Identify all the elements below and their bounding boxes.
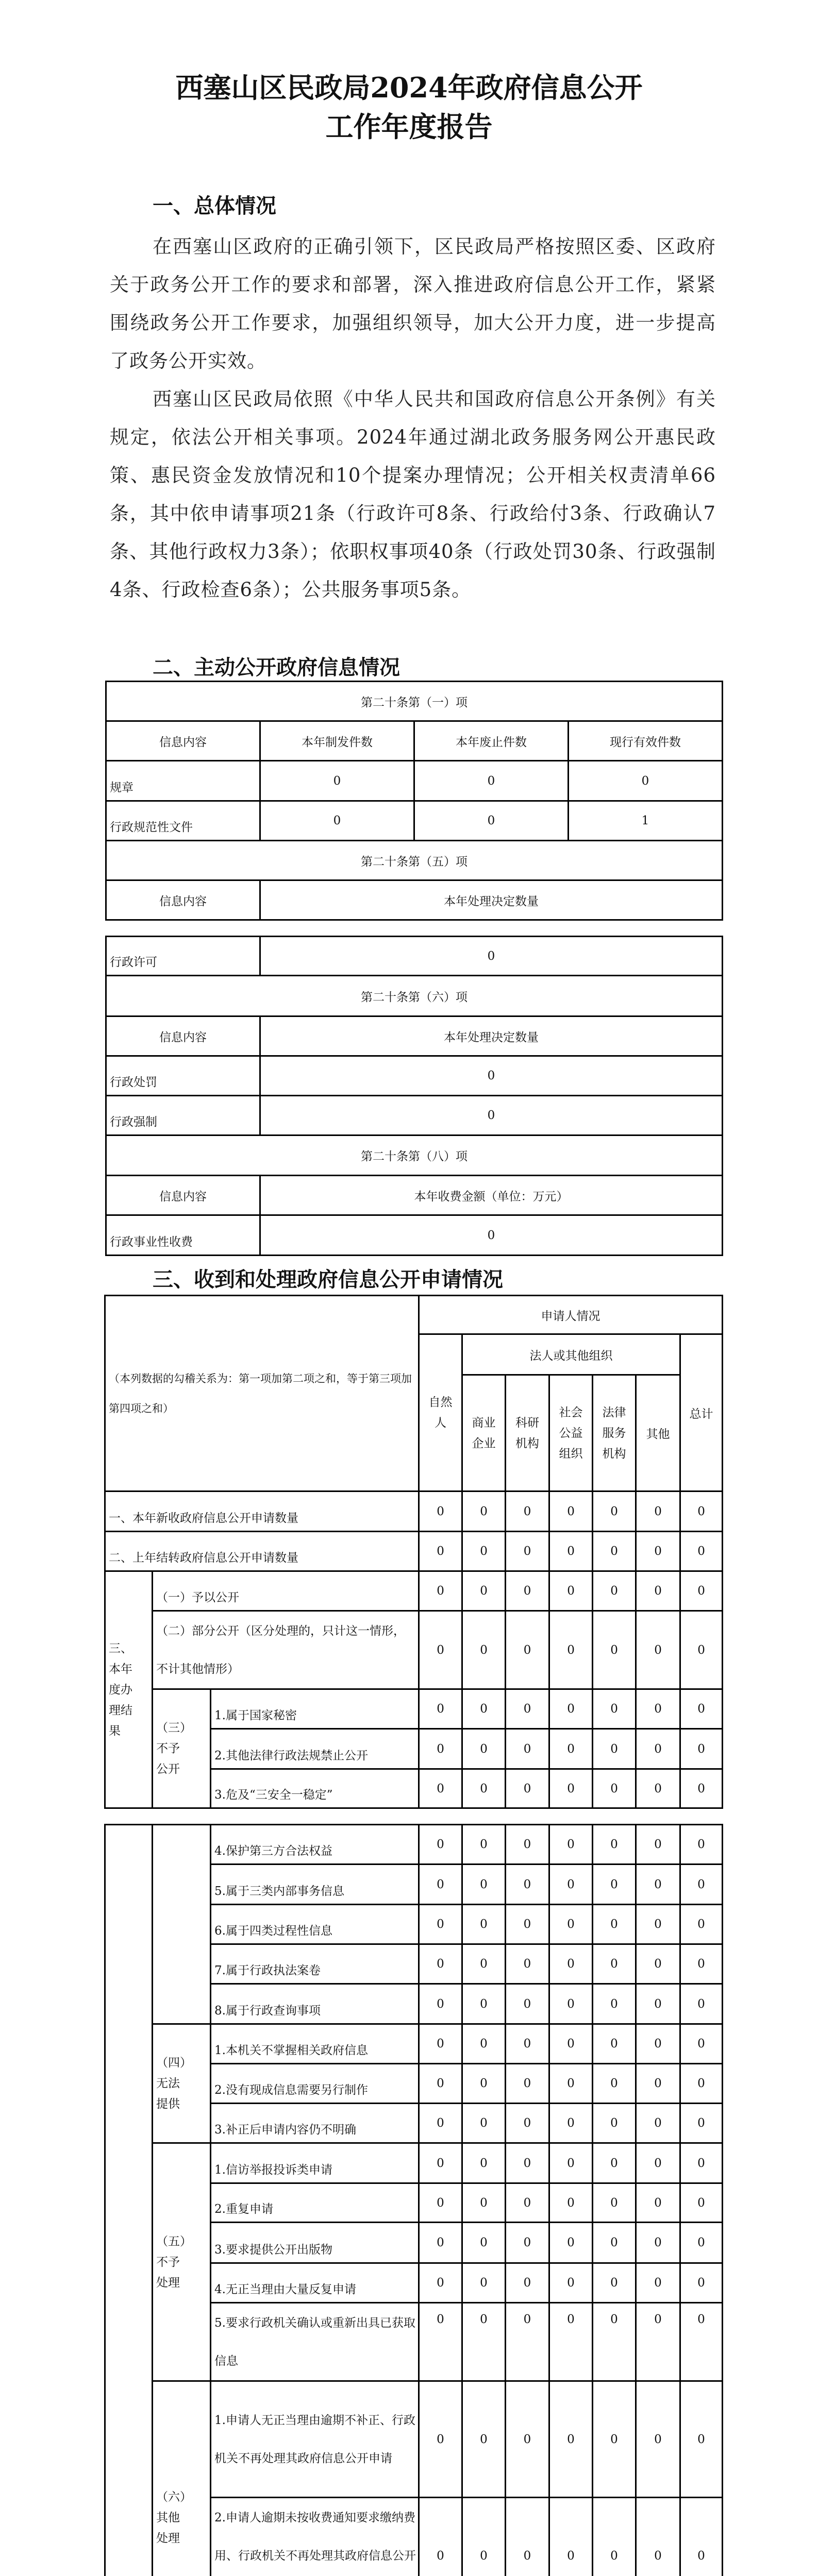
document-title-line2: 工作年度报告 xyxy=(325,110,493,143)
header-decisions: 本年处理决定数量 xyxy=(260,1016,723,1056)
cell-value: 0 xyxy=(462,2104,506,2143)
cell-total: 0 xyxy=(680,1729,723,1769)
cell-total: 0 xyxy=(680,2183,723,2223)
cell-value: 0 xyxy=(462,1825,506,1865)
header-info-content: 信息内容 xyxy=(106,880,260,920)
cell-value: 0 xyxy=(462,2303,506,2381)
section-heading-proactive: 二、主动公开政府信息情况 xyxy=(153,656,400,680)
cell-value: 0 xyxy=(636,1532,680,1571)
cell-value: 0 xyxy=(506,2064,549,2104)
cell-total: 0 xyxy=(680,1944,723,1984)
cell-total: 0 xyxy=(680,1532,723,1571)
cell-value: 0 xyxy=(506,1571,549,1611)
cell-value: 1 xyxy=(569,801,723,841)
cell-value: 0 xyxy=(549,2223,593,2263)
cell-value: 0 xyxy=(506,1865,549,1905)
cell-value: 0 xyxy=(549,1571,593,1611)
cell-value: 0 xyxy=(549,2143,593,2183)
cell-value: 0 xyxy=(506,2223,549,2263)
cell-value: 0 xyxy=(593,2303,636,2381)
cell-value: 0 xyxy=(462,2064,506,2104)
document-title-line1: 西塞山区民政局2024年政府信息公开 xyxy=(175,71,643,104)
cell-total: 0 xyxy=(680,1984,723,2024)
cell-value: 0 xyxy=(549,2303,593,2381)
group-label-unable xyxy=(153,2024,211,2143)
cell-value: 0 xyxy=(462,1865,506,1905)
org-type-label: 商业企业 xyxy=(472,1416,496,1450)
unable-group-label: （四）无法提供 xyxy=(156,2056,186,2111)
cell-value: 0 xyxy=(419,1984,462,2024)
cell-value: 0 xyxy=(549,1532,593,1571)
cell-value: 0 xyxy=(506,1729,549,1769)
cell-value: 0 xyxy=(636,1689,680,1729)
cell-total: 0 xyxy=(680,1611,723,1689)
table-row xyxy=(106,1056,723,1096)
cell-value: 0 xyxy=(419,1905,462,1944)
table-row xyxy=(106,761,723,801)
proactive-disclosure-table-a xyxy=(105,681,723,921)
cell-value: 0 xyxy=(569,761,723,801)
cell-value: 0 xyxy=(593,1825,636,1865)
cell-value: 0 xyxy=(549,1689,593,1729)
cell-value: 0 xyxy=(549,2104,593,2143)
cell-value: 0 xyxy=(462,1729,506,1769)
row-label: （二）部分公开（区分处理的，只计这一情形，不计其他情形） xyxy=(153,1611,419,1689)
table-row xyxy=(105,2143,723,2183)
cell-value: 0 xyxy=(636,2143,680,2183)
cell-total: 0 xyxy=(680,1571,723,1611)
table-row xyxy=(106,1096,723,1136)
cell-value: 0 xyxy=(593,2104,636,2143)
table-row xyxy=(105,1825,723,1865)
cell-value: 0 xyxy=(506,1611,549,1689)
cell-value: 0 xyxy=(506,2303,549,2381)
cell-value: 0 xyxy=(636,1571,680,1611)
cell-value: 0 xyxy=(636,2303,680,2381)
cell-value: 0 xyxy=(549,1905,593,1944)
cell-value: 0 xyxy=(593,1769,636,1808)
cell-value: 0 xyxy=(462,2024,506,2064)
not-handled-group-label: （五）不予处理 xyxy=(156,2234,186,2290)
row-label: 7.属于行政执法案卷 xyxy=(211,1944,419,1984)
cell-value: 0 xyxy=(506,1984,549,2024)
consistency-note: （本列数据的勾稽关系为：第一项加第二项之和，等于第三项加第四项之和） xyxy=(109,1372,412,1415)
cell-total: 0 xyxy=(680,1865,723,1905)
cell-value: 0 xyxy=(636,1611,680,1689)
cell-value: 0 xyxy=(549,1492,593,1532)
results-group-label: 三、本年度办理结果 xyxy=(109,1641,132,1738)
cell-total: 0 xyxy=(680,1492,723,1532)
cell-total: 0 xyxy=(680,1689,723,1729)
overview-paragraph-1: 在西塞山区政府的正确引领下，区民政局严格按照区委、区政府关于政务公开工作的要求和部署，深入推进政府信息公开工作，紧紧围绕政务公开工作要求，加强组织领导，加大公开力度，进一步提高了政务公开实效。 xyxy=(110,235,716,372)
cell-value: 0 xyxy=(549,1769,593,1808)
cell-value: 0 xyxy=(593,1492,636,1532)
cell-value: 0 xyxy=(419,1492,462,1532)
cell-value: 0 xyxy=(636,1984,680,2024)
row-label: 5.属于三类内部事务信息 xyxy=(211,1865,419,1905)
cell-value: 0 xyxy=(414,801,569,841)
row-label: 3.补正后申请内容仍不明确 xyxy=(211,2104,419,2143)
row-label: 3.危及“三安全一稳定” xyxy=(211,1769,419,1808)
cell-value: 0 xyxy=(419,2104,462,2143)
cell-value: 0 xyxy=(549,1865,593,1905)
cell-value: 0 xyxy=(549,1729,593,1769)
cell-value: 0 xyxy=(419,1611,462,1689)
header-applicant: 申请人情况 xyxy=(419,1296,723,1334)
header-info-content: 信息内容 xyxy=(106,721,260,761)
section-heading-overview: 一、总体情况 xyxy=(153,194,276,218)
not-open-group-continued xyxy=(153,1825,211,2024)
cell-value: 0 xyxy=(636,2223,680,2263)
cell-value: 0 xyxy=(593,1865,636,1905)
cell-value: 0 xyxy=(419,2303,462,2381)
cell-total: 0 xyxy=(680,2303,723,2381)
cell-value: 0 xyxy=(462,1944,506,1984)
cell-value: 0 xyxy=(462,2381,506,2498)
header-other: 其他 xyxy=(636,1375,680,1492)
cell-value: 0 xyxy=(462,2223,506,2263)
cell-value: 0 xyxy=(419,2143,462,2183)
cell-value: 0 xyxy=(462,2263,506,2303)
cell-value: 0 xyxy=(462,1984,506,2024)
row-label: 行政规范性文件 xyxy=(106,801,260,841)
cell-value: 0 xyxy=(593,2498,636,2576)
cell-value: 0 xyxy=(593,1905,636,1944)
cell-value: 0 xyxy=(549,1611,593,1689)
table-row xyxy=(105,2024,723,2064)
header-valid: 现行有效件数 xyxy=(569,721,723,761)
cell-value: 0 xyxy=(260,761,414,801)
row-label: 4.无正当理由大量反复申请 xyxy=(211,2263,419,2303)
cell-value: 0 xyxy=(593,1611,636,1689)
cell-value: 0 xyxy=(593,1729,636,1769)
cell-total: 0 xyxy=(680,1905,723,1944)
cell-value: 0 xyxy=(549,1825,593,1865)
cell-value: 0 xyxy=(419,2381,462,2498)
natural-person-label: 自然人 xyxy=(428,1396,453,1430)
table-row xyxy=(106,937,723,976)
cell-value: 0 xyxy=(260,801,414,841)
cell-value: 0 xyxy=(462,1611,506,1689)
overview-paragraph-2: 西塞山区民政局依照《中华人民共和国政府信息公开条例》有关规定，依法公开相关事项。2024年通过湖北政务服务网公开惠民政策、惠民资金发放情况和10个提案办理情况；公开相关权责清单66条，其中依申请事项21条（行政许可8条、行政给付3条、行政确认7条、其他行政权力3条）；依职权事项40条（行政处罚30条、行政强制4条、行政检查6条）；公共服务事项5条。 xyxy=(110,388,716,601)
cell-value: 0 xyxy=(549,2498,593,2576)
header-decisions: 本年处理决定数量 xyxy=(260,880,723,920)
row-label: 1.信访举报投诉类申请 xyxy=(211,2143,419,2183)
cell-value: 0 xyxy=(549,2183,593,2223)
cell-value: 0 xyxy=(636,2064,680,2104)
row-label: 2.其他法律行政法规禁止公开 xyxy=(211,1729,419,1769)
cell-value: 0 xyxy=(506,1689,549,1729)
cell-value: 0 xyxy=(419,2183,462,2223)
cell-value: 0 xyxy=(549,2263,593,2303)
cell-value: 0 xyxy=(506,1769,549,1808)
cell-value: 0 xyxy=(636,1769,680,1808)
cell-value: 0 xyxy=(462,1571,506,1611)
cell-value: 0 xyxy=(593,2143,636,2183)
cell-value: 0 xyxy=(636,1944,680,1984)
org-type-label: 法律服务机构 xyxy=(602,1405,626,1461)
requests-table-b xyxy=(104,1824,723,2576)
cell-value: 0 xyxy=(419,1571,462,1611)
row-label: 4.保护第三方合法权益 xyxy=(211,1825,419,1865)
cell-value: 0 xyxy=(419,2064,462,2104)
block6-title: 第二十条第（六）项 xyxy=(106,976,723,1016)
table-row xyxy=(105,1611,723,1689)
group-label-other xyxy=(153,2381,211,2576)
org-type-label: 科研机构 xyxy=(515,1416,540,1450)
cell-total: 0 xyxy=(680,2263,723,2303)
cell-value: 0 xyxy=(419,1532,462,1571)
table-row xyxy=(105,1532,723,1571)
header-commercial xyxy=(462,1375,506,1492)
cell-total: 0 xyxy=(680,2143,723,2183)
cell-value: 0 xyxy=(419,1689,462,1729)
cell-value: 0 xyxy=(593,1532,636,1571)
header-total xyxy=(680,1334,723,1492)
header-info-content: 信息内容 xyxy=(106,1016,260,1056)
cell-value: 0 xyxy=(419,1865,462,1905)
row-label: 一、本年新收政府信息公开申请数量 xyxy=(105,1492,419,1532)
cell-value: 0 xyxy=(419,1825,462,1865)
table-row xyxy=(105,1689,723,1729)
row-label: 1.属于国家秘密 xyxy=(211,1689,419,1729)
cell-value: 0 xyxy=(636,1905,680,1944)
group-label-not-open xyxy=(153,1689,211,1808)
row-label: 6.属于四类过程性信息 xyxy=(211,1905,419,1944)
section-heading-requests: 三、收到和处理政府信息公开申请情况 xyxy=(153,1268,503,1292)
header-abolished: 本年废止件数 xyxy=(414,721,569,761)
block1-title: 第二十条第（一）项 xyxy=(106,682,723,721)
row-label: 2.申请人逾期未按收费通知要求缴纳费用、行政机关不再处理其政府信息公开 xyxy=(211,2498,419,2576)
proactive-disclosure-table-b xyxy=(105,936,723,1256)
cell-value: 0 xyxy=(260,1215,723,1256)
cell-value: 0 xyxy=(506,2143,549,2183)
cell-value: 0 xyxy=(549,2024,593,2064)
block8-title: 第二十条第（八）项 xyxy=(106,1136,723,1176)
header-info-content: 信息内容 xyxy=(106,1176,260,1215)
not-open-group-label: （三）不予公开 xyxy=(156,1721,186,1776)
cell-value: 0 xyxy=(419,1944,462,1984)
row-label: 规章 xyxy=(106,761,260,801)
row-label: 2.重复申请 xyxy=(211,2183,419,2223)
cell-value: 0 xyxy=(419,1769,462,1808)
row-label: 8.属于行政查询事项 xyxy=(211,1984,419,2024)
cell-value: 0 xyxy=(506,1532,549,1571)
cell-value: 0 xyxy=(636,2104,680,2143)
header-legal-service xyxy=(593,1375,636,1492)
cell-total: 0 xyxy=(680,2498,723,2576)
cell-total: 0 xyxy=(680,2024,723,2064)
cell-value: 0 xyxy=(636,2498,680,2576)
cell-value: 0 xyxy=(506,1944,549,1984)
header-fee-amount: 本年收费金额（单位：万元） xyxy=(260,1176,723,1215)
table-row xyxy=(106,1215,723,1256)
cell-value: 0 xyxy=(593,1984,636,2024)
cell-value: 0 xyxy=(462,1689,506,1729)
table-row xyxy=(106,801,723,841)
cell-value: 0 xyxy=(506,2183,549,2223)
cell-value: 0 xyxy=(462,2143,506,2183)
results-group-continued xyxy=(105,1825,153,2576)
cell-value: 0 xyxy=(506,2104,549,2143)
row-label: 3.要求提供公开出版物 xyxy=(211,2223,419,2263)
cell-total: 0 xyxy=(680,2104,723,2143)
cell-value: 0 xyxy=(636,2381,680,2498)
row-label: 行政强制 xyxy=(106,1096,260,1136)
row-label: 1.申请人无正当理由逾期不补正、行政机关不再处理其政府信息公开申请 xyxy=(211,2381,419,2498)
cell-value: 0 xyxy=(419,1729,462,1769)
row-label: 5.要求行政机关确认或重新出具已获取信息 xyxy=(211,2303,419,2381)
cell-total: 0 xyxy=(680,2381,723,2498)
cell-value: 0 xyxy=(636,2183,680,2223)
header-issued: 本年制发件数 xyxy=(260,721,414,761)
table-row xyxy=(105,2381,723,2498)
cell-value: 0 xyxy=(593,2223,636,2263)
cell-value: 0 xyxy=(414,761,569,801)
table-row xyxy=(105,1492,723,1532)
cell-value: 0 xyxy=(549,1944,593,1984)
cell-value: 0 xyxy=(549,2064,593,2104)
cell-value: 0 xyxy=(506,1825,549,1865)
cell-value: 0 xyxy=(636,2263,680,2303)
cell-value: 0 xyxy=(419,2263,462,2303)
cell-value: 0 xyxy=(506,1905,549,1944)
cell-value: 0 xyxy=(549,2381,593,2498)
cell-value: 0 xyxy=(593,2263,636,2303)
cell-value: 0 xyxy=(260,1056,723,1096)
cell-total: 0 xyxy=(680,1825,723,1865)
row-label: 2.没有现成信息需要另行制作 xyxy=(211,2064,419,2104)
cell-value: 0 xyxy=(260,937,723,976)
table-row xyxy=(105,1571,723,1611)
cell-value: 0 xyxy=(462,2183,506,2223)
other-group-label: （六）其他处理 xyxy=(156,2490,186,2545)
row-label: 行政处罚 xyxy=(106,1056,260,1096)
cell-value: 0 xyxy=(419,2223,462,2263)
header-legal-group: 法人或其他组织 xyxy=(462,1334,680,1375)
header-research xyxy=(506,1375,549,1492)
cell-value: 0 xyxy=(462,1769,506,1808)
block5-title: 第二十条第（五）项 xyxy=(106,841,723,880)
group-label-results xyxy=(105,1571,153,1808)
cell-value: 0 xyxy=(506,2498,549,2576)
row-label: 1.本机关不掌握相关政府信息 xyxy=(211,2024,419,2064)
org-type-label: 社会公益组织 xyxy=(559,1405,583,1461)
cell-value: 0 xyxy=(462,1532,506,1571)
cell-value: 0 xyxy=(506,2263,549,2303)
cell-value: 0 xyxy=(506,2381,549,2498)
cell-value: 0 xyxy=(549,1984,593,2024)
row-label: 行政许可 xyxy=(106,937,260,976)
cell-total: 0 xyxy=(680,2223,723,2263)
cell-value: 0 xyxy=(593,1689,636,1729)
cell-value: 0 xyxy=(636,1492,680,1532)
group-label-not-handled xyxy=(153,2143,211,2381)
cell-value: 0 xyxy=(593,1944,636,1984)
cell-value: 0 xyxy=(506,1492,549,1532)
cell-value: 0 xyxy=(636,1729,680,1769)
cell-value: 0 xyxy=(636,1865,680,1905)
cell-value: 0 xyxy=(593,1571,636,1611)
cell-total: 0 xyxy=(680,1769,723,1808)
requests-table-a xyxy=(104,1295,723,1809)
cell-total: 0 xyxy=(680,2064,723,2104)
cell-value: 0 xyxy=(462,1492,506,1532)
cell-value: 0 xyxy=(593,2381,636,2498)
cell-value: 0 xyxy=(419,2498,462,2576)
cell-value: 0 xyxy=(636,2024,680,2064)
cell-value: 0 xyxy=(462,1905,506,1944)
cell-value: 0 xyxy=(593,2183,636,2223)
header-natural-person xyxy=(419,1334,462,1492)
total-label: 总计 xyxy=(689,1407,713,1421)
row-label: （一）予以公开 xyxy=(153,1571,419,1611)
row-label: 二、上年结转政府信息公开申请数量 xyxy=(105,1532,419,1571)
cell-value: 0 xyxy=(593,2024,636,2064)
header-public-welfare xyxy=(549,1375,593,1492)
row-label: 行政事业性收费 xyxy=(106,1215,260,1256)
cell-value: 0 xyxy=(419,2024,462,2064)
cell-value: 0 xyxy=(593,2064,636,2104)
cell-value: 0 xyxy=(462,2498,506,2576)
cell-value: 0 xyxy=(260,1096,723,1136)
cell-value: 0 xyxy=(636,1825,680,1865)
consistency-note-cell xyxy=(105,1296,419,1492)
cell-value: 0 xyxy=(506,2024,549,2064)
